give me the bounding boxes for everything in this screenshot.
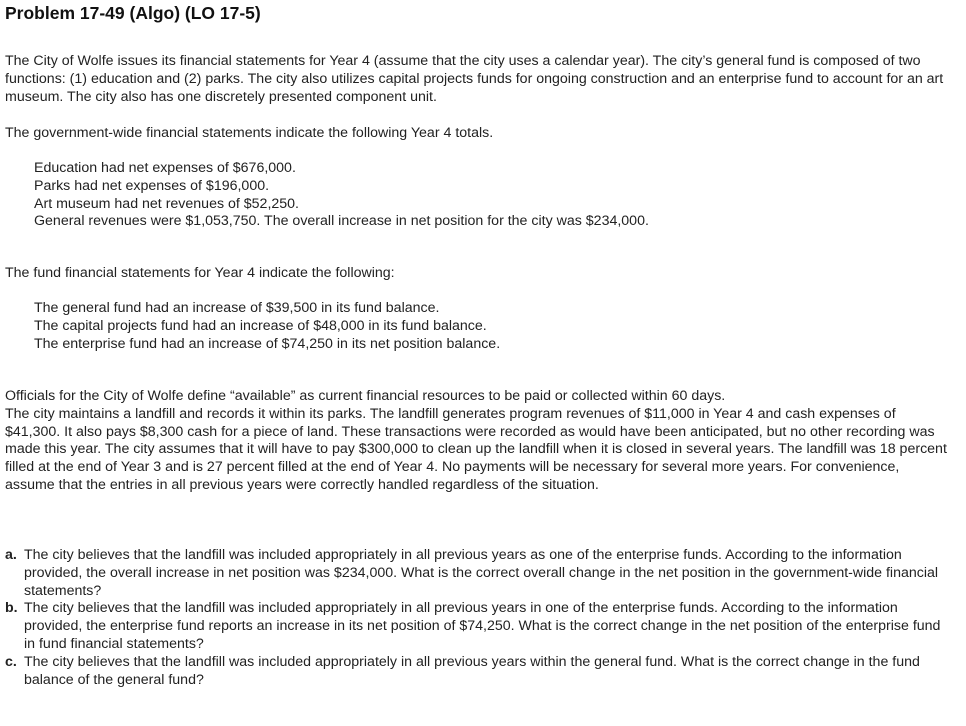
- list-item: Parks had net expenses of $196,000.: [34, 177, 270, 194]
- list-item: Art museum had net revenues of $52,250.: [34, 195, 299, 212]
- fund-list: [34, 300, 934, 353]
- list-item: The general fund had an increase of $39,500 in its fund balance.: [34, 300, 440, 316]
- officials-line: Officials for the City of Wolfe define “available” as current financial resources to be paid or collected within 60 days.: [5, 388, 726, 404]
- gov-wide-list: [34, 160, 934, 231]
- question-letter: a.: [5, 547, 17, 563]
- question-letter: b.: [5, 600, 18, 617]
- question-text: The city believes that the landfill was included appropriately in all previous years in one of the enterprise funds. According to the information provided, the enterprise fund reports an increase in its net position of $74,250. What is the correct change in the net position of the enterprise fund in fund financial statements?: [24, 600, 941, 652]
- fund-heading: The fund financial statements for Year 4 indicate the following:: [5, 265, 395, 281]
- list-item: The capital projects fund had an increase of $48,000 in its fund balance.: [34, 317, 487, 334]
- gov-wide-heading: The government-wide financial statements indicate the following Year 4 totals.: [5, 125, 494, 141]
- question-b: [5, 600, 950, 653]
- question-text: The city believes that the landfill was included appropriately in all previous years within the general fund. What is the correct change in the fund balance of the general fund?: [24, 653, 920, 688]
- question-a: [5, 547, 950, 600]
- question-list: [5, 547, 950, 689]
- intro-paragraph: The City of Wolfe issues its financial statements for Year 4 (assume that the city uses a calendar year). The city’s general fund is composed of two functions: (1) education and (2) parks. The city also utilizes capital projects funds for ongoing construction and an enterprise fund to account for an art museum. The city also has one discretely presented component unit.: [5, 53, 944, 105]
- question-letter: c.: [5, 653, 17, 670]
- list-item: General revenues were $1,053,750. The overall increase in net position for the city was $234,000.: [34, 213, 649, 230]
- landfill-paragraph: The city maintains a landfill and records it within its parks. The landfill generates program revenues of $11,000 in Year 4 and cash expenses of $41,300. It also pays $8,300 cash for a piece of land. These transactions were recorded as would have been anticipated, but no other recording was made this year. The city assumes that it will have to pay $300,000 to clean up the landfill when it is closed in several years. The landfill was 18 percent filled at the end of Year 3 and is 27 percent filled at the end of Year 4. No payments will be necessary for several more years. For convenience, assume that the entries in all previous years were correctly handled regardless of the situation.: [5, 405, 947, 493]
- question-c: [5, 654, 950, 690]
- list-item: Education had net expenses of $676,000.: [34, 160, 296, 176]
- list-item: The enterprise fund had an increase of $74,250 in its net position balance.: [34, 335, 501, 352]
- problem-title: Problem 17-49 (Algo) (LO 17-5): [5, 3, 261, 23]
- question-text: The city believes that the landfill was included appropriately in all previous years as one of the enterprise funds. According to the information provided, the overall increase in net position was $234,000. What is the correct overall change in the net position in the government-wide financial statements?: [24, 547, 939, 599]
- landfill-section: [5, 388, 950, 495]
